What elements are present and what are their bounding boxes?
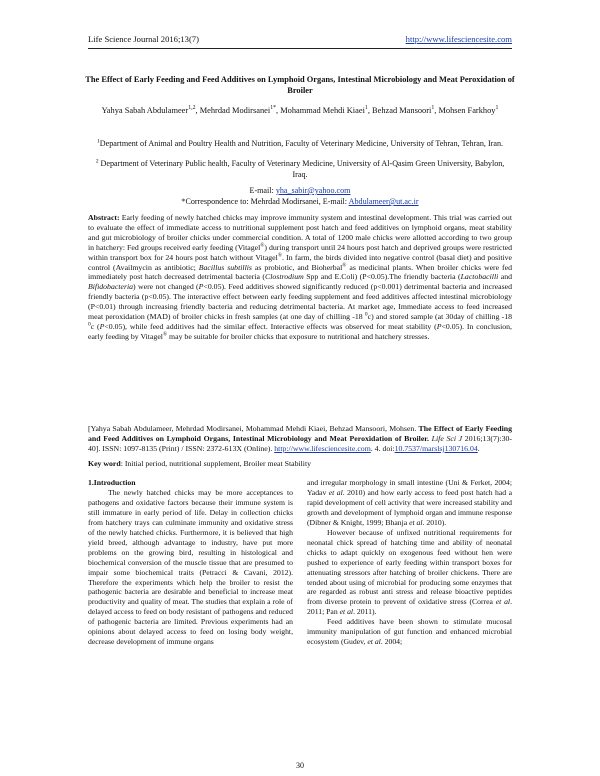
affiliation-mark: 1 [96, 138, 100, 145]
citation-title: The Effect of Early Feeding and Feed Additives on Lymphoid Organs, Intestinal Microbiology and Meat Peroxidation of Broiler. [88, 424, 512, 443]
abstract-text: Spp and E.Coli) (P<0.05).The friendly bacteria ( [303, 272, 461, 282]
author-name: Behzad Mansoori [372, 106, 432, 115]
abstract-text: as medicinal plants. When broiler chicks were fed immediately post hatch decreased detrimental bacteria ( [88, 262, 512, 282]
body-paragraph [307, 617, 512, 647]
left-column [88, 478, 293, 647]
body-text: and irregular morphology in small intestine (Uni & Ferket, 2004; Yadav [307, 478, 512, 497]
body-text: However because of unfixed nutritional requirements for neonatal chick spread of hatching time and ability of neonatal chicks to adapt quickly on exogenous feed without hen were pushed to experience of early feeding within transport boxes for attenuating stressors after hatching of broiler chickens. There are tended about using of microbial for producing some enzymes that are regarded as robust anti stress and release bioactive peptides from diverse protein to prevent of oxidative stress (Correa [307, 527, 512, 607]
affiliation-2 [90, 159, 510, 180]
abstract-text: c ( [90, 321, 100, 331]
registered-mark: ® [162, 331, 168, 338]
species-name: Clostrodium [265, 272, 304, 282]
citation [88, 424, 512, 454]
author-name: Mohammad Mehdi Kiaei [280, 106, 365, 115]
species-name: Bacillus subtillis [198, 262, 252, 272]
page-number: 30 [296, 761, 304, 770]
keyword-label: Key word [88, 459, 121, 468]
author-list: Yahya Sabah Abdulameer$^{1,2}$, Mehrdad Modirsanei$^{1*}$, Mohammad Mehdi Kiaei$^1$, Behzad Mansoori$^1$, Mohsen Farkhoy$^1$ [101, 105, 499, 115]
contact-block [90, 185, 510, 207]
section-heading: 1.Introduction [88, 478, 136, 487]
degree-mark: 0 [88, 321, 91, 328]
journal-url-link[interactable]: http://www.lifesciencesite.com [405, 34, 512, 44]
degree-mark: 0 [364, 311, 368, 318]
citation-details: 2016;13(7):30-40]. ISSN: 1097-8135 (Print) / ISSN: 2372-613X (Online). [88, 433, 512, 453]
registered-mark: ® [277, 252, 282, 259]
email-label: E-mail: [249, 186, 274, 195]
citation-authors: [Yahya Sabah Abdulameer, Mehrdad Modirsanei, Mohammad Mehdi Kiaei, Behzad Mansoori, Mohsen. [88, 424, 419, 433]
correspondence-email-link[interactable]: Abdulameer@ut.ac.ir [348, 197, 419, 206]
author-affiliation-mark: 1 [431, 105, 435, 112]
citation-end: . [477, 443, 480, 453]
body-paragraph [307, 528, 512, 618]
author-email-link[interactable]: yha_sabir@yahoo.com [275, 186, 351, 195]
doi-link[interactable]: 10.7537/marslsj130716.04 [394, 443, 478, 453]
keyword-text: : Initial period, nutritional supplement, Broiler meat Stability [120, 459, 312, 468]
abstract-text: Early feeding of newly hatched chicks may improve immunity system and intestinal development. This trial was carried out to evaluate the effect of immediate access to nutritional supplement post hatch and feed additives on lymphoid organs, meat stability and gut microbiology of broiler chicks under commercial condition. A total of 1200 male chicks were allotted according to two group in hatchery: Fed groups received early feeding (Vitagel [88, 213, 512, 252]
journal-name: Life Science Journal 2016;13(7) [88, 34, 199, 44]
abstract-text: may be suitable for broiler chicks that exposure to nutritional and hatchery stresses. [167, 331, 430, 341]
author-name: Mehrdad Modirsanei [199, 106, 271, 115]
affiliation-mark: 2 [95, 158, 99, 165]
abstract-text: <0.05), while feed additives had the similar effect. Interactive effects was observed for meat stability ( [104, 321, 437, 331]
header-divider [88, 48, 512, 49]
abstract-text: as probiotic, and Bioherbal [251, 262, 343, 272]
abstract-text: <0.05). In conclusion, early feeding by Vitagel [88, 321, 512, 341]
body-paragraph: The newly hatched chicks may be more acceptances to pathogens and oxidative factors because their immune system is still immature in early period of life. Delay in collection chicks from hatchery trays can culminate immunity and oxidative stress of the newly hatched chicks. Furthermore, it is believed that high yield breed, although advantage to industry, have put more problems on the growing bird, resulting in histological and biochemical conversion of the muscle tissue that are presumed to impair some biochemical traits (Petracci & Cavani, 2012). Therefore the experiments which help the broiler to resist the pathogenic bacteria are desirable and beneficial to increase meat productivity and quality of meat. The studies that explain a role of delayed access to feed on body resistant of pathogens and reduced of pathogenic bacteria are limited. Previous experiments had an opinions about delayed access to feed on losing body weight, decrease development of immune organs [88, 487, 293, 647]
keywords [88, 459, 512, 469]
abstract-text: <0.05). Feed additives showed significantly reduced (p<0.001) detrimental bacteria and increased friendly bacteria (p<0.05). The interactive effect between early feeding supplement and feed additives affected intestinal microbiology (P<0.01) through increasing friendly bacteria and reducing detrimental bacteria. At market age, Immediate access to feed increased meat peroxidation (MAD) of broiler chicks in fresh samples (at one day of chilling -18 [88, 282, 512, 322]
et-al: et al [328, 487, 343, 497]
citation-journal: Life Sci J [429, 433, 463, 443]
species-name: Bifidobacteria [88, 282, 134, 292]
abstract-text: ) during transport until 24 hours post hatch and deprived groups were restricted within transport box for 24 hours post hatch without Vitagel [88, 242, 513, 262]
body-text: . 2004; [380, 637, 403, 647]
body-text: . 2011). [353, 607, 377, 617]
right-column [307, 478, 512, 647]
author-name: Mohsen Farkhoy [438, 106, 496, 115]
citation-url-link[interactable]: http://www.lifesciencesite.com [274, 443, 371, 453]
species-name: Lactobacilli [460, 272, 499, 282]
body-text: . 2010). [422, 517, 447, 527]
abstract [88, 213, 512, 342]
et-al: et al [367, 637, 381, 647]
p-value-symbol: P [436, 321, 442, 331]
et-al: et al [409, 517, 423, 527]
paper-title: The Effect of Early Feeding and Feed Additives on Lymphoid Organs, Intestinal Microbiology and Meat Peroxidation of Broiler [85, 75, 515, 95]
body-text: Feed additives have been shown to stimulate mucosal immunity manipulation of gut function and enhanced microbial ecosystem (Gudev, [307, 617, 512, 647]
author-affiliation-mark: 1* [270, 105, 277, 112]
registered-mark: ® [342, 261, 347, 268]
abstract-text: c) and stored sample (at 30day of chilling -18 [367, 312, 512, 322]
body-text: . 2010) and how early access to feed post hatch had a rapid development of cell activity that were increased stability and growth and development of lymphoid organ and immune response (Dibner & Knight, 1999; Bhanja [307, 487, 513, 527]
author-affiliation-mark: 1 [495, 105, 499, 112]
et-al: et al [339, 607, 354, 617]
abstract-text: . In farm, the birds divided into negative control (basal diet) and positive control (Availmycin as antibiotic; [88, 252, 513, 272]
doi-prefix: . 4. doi: [370, 443, 395, 453]
p-value-symbol: P [198, 282, 204, 292]
correspondence-label: *Correspondence to: Mehrdad Modirsanei, E-mail: [181, 197, 348, 206]
affiliation-1 [90, 139, 510, 150]
body-text: . 2011; Pan [307, 597, 512, 617]
p-value-symbol: P [99, 321, 105, 331]
author-name: Yahya Sabah Abdulameer [101, 106, 189, 115]
affiliation-text: Department of Animal and Poultry Health and Nutrition, Faculty of Veterinary Medicine, University of Tehran, Tehran, Iran. [99, 139, 504, 148]
author-affiliation-mark: 1 [364, 105, 368, 112]
registered-mark: ® [260, 242, 265, 249]
et-al: et al [495, 597, 511, 607]
body-paragraph [307, 478, 512, 528]
affiliation-text: Department of Veterinary Public health, Faculty of Veterinary Medicine, University of Al-Qasim Green University, Babylon, Iraq. [100, 159, 505, 179]
abstract-text: ) were not changed ( [133, 282, 199, 292]
abstract-text: and [498, 272, 512, 282]
author-affiliation-mark: 1,2 [188, 105, 196, 112]
abstract-label: Abstract: [88, 213, 120, 222]
